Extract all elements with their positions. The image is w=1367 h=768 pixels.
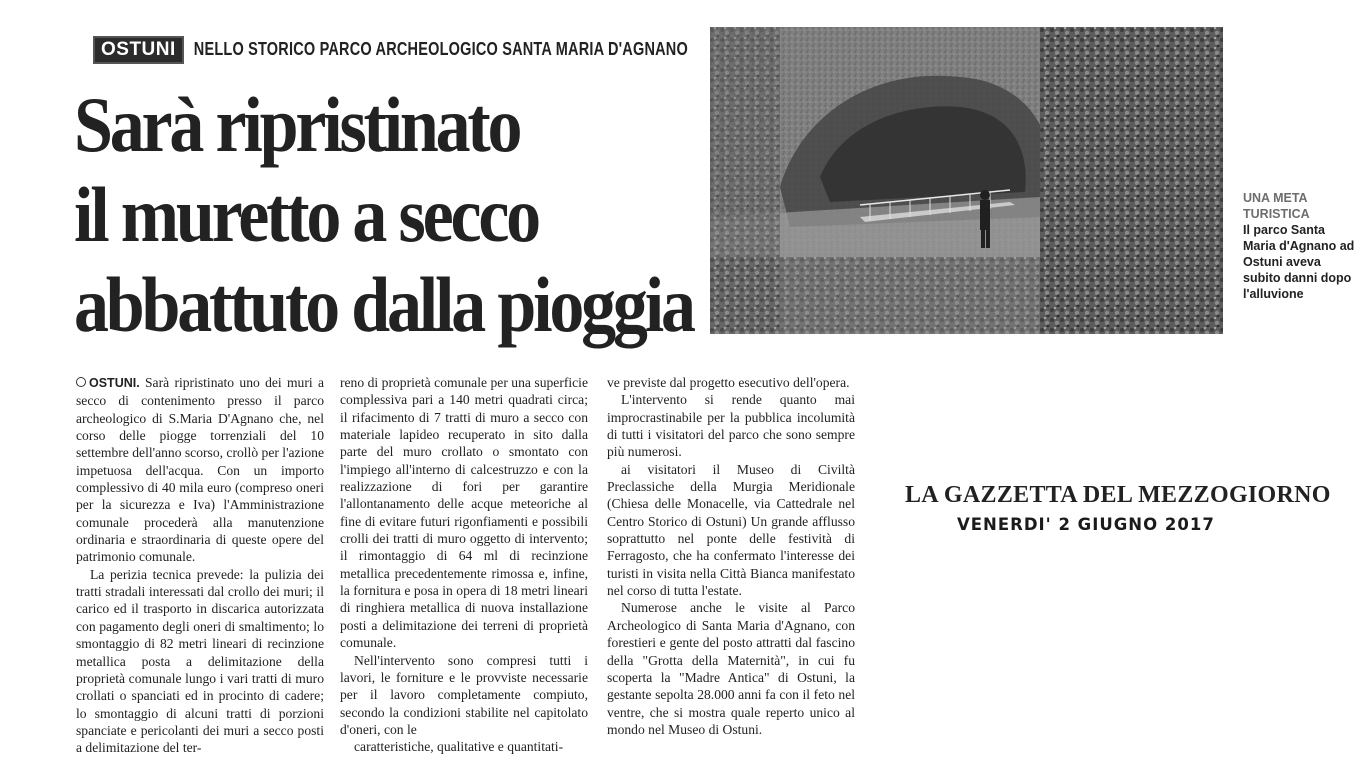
bullet-icon	[76, 377, 86, 387]
article-paragraph: caratteristiche, qualitative e quantitati-	[354, 739, 564, 755]
article-paragraph: ai visitatori il Museo di Civiltà Preclassiche della Murgia Meridionale (Chiesa delle Monacelle, via Cattedrale nel Centro Storico di Ostuni) Un grande afflusso soprattutto nel ponte delle festività di Ferragosto, che ha confermato l'interesse dei turisti in visita nella Città Bianca manifestato nel corso di tutta l'estate.	[607, 461, 855, 599]
article-paragraph: Sarà ripristinato uno dei muri a secco di contenimento presso il parco archeologico di S.Maria D'Agnano che, nel corso delle piogge torrenziali del 10 settembre dell'anno scorso, crollò per l'azione impetuosa dell'acqua. Con un importo complessivo di 40 mila euro (compreso oneri per la sicurezza e Iva) l'Amministrazione comunale procederà alla manutenzione ordinaria e straordinaria di queste opere del patrimonio comunale.	[76, 375, 324, 565]
photo-caption	[1243, 190, 1358, 302]
kicker-location-tag: OSTUNI	[93, 36, 184, 64]
article-dateline: OSTUNI.	[89, 376, 140, 390]
article-paragraph: La perizia tecnica prevede: la pulizia dei tratti stradali interessati dal crollo dei muri; il carico ed il trasporto in discarica autorizzata con pagamento degli oneri di smaltimento; lo smontaggio di 82 metri lineari di recinzione metallica posta a delimitazione della proprietà comunale lungo i vari tratti di muro crollati o spanciati ed in procinto di cadere; lo smontaggio di alcuni tratti di porzioni spanciate e pericolanti dei muri a secco posti a delimitazione del ter-	[76, 566, 324, 756]
newspaper-masthead: LA GAZZETTA DEL MEZZOGIORNO	[905, 482, 1331, 508]
article-column-2	[340, 374, 588, 756]
caption-title-line-2: TURISTICA	[1243, 207, 1310, 221]
article-photo	[710, 27, 1223, 334]
article-paragraph: Numerose anche le visite al Parco Archeologico di Santa Maria d'Agnano, con forestieri e gente del posto attratti dal fascino della "Grotta della Maternità", in cui fu scoperta la "Madre Antica" di Ostuni, la gestante sepolta 28.000 anni fa con il feto nel ventre, che si mostra quale reperto unico al mondo nel Museo di Ostuni.	[607, 600, 855, 737]
kicker	[93, 36, 688, 64]
article-paragraph: ve previste dal progetto esecutivo dell'opera.	[607, 375, 850, 390]
article-paragraph: Nell'intervento sono compresi tutti i lavori, le forniture e le provviste necessarie per il lavoro completamente compiuto, secondo la condizioni stabilite nel capitolato d'oneri, con le	[340, 652, 588, 737]
headline-line-1: Sarà ripristinato	[74, 82, 520, 169]
photo-cave-park-icon	[710, 27, 1223, 334]
article-paragraph: L'intervento si rende quanto mai improcrastinabile per la pubblica incolumità di tutti i visitatori del parco che sono sempre più numerosi.	[607, 392, 855, 460]
kicker-text: NELLO STORICO PARCO ARCHEOLOGICO SANTA MARIA D'AGNANO	[193, 40, 688, 60]
publication-date: VENERDI' 2 GIUGNO 2017	[957, 515, 1215, 534]
headline-line-2: il muretto a secco	[74, 172, 538, 259]
headline-line-3: abbattuto dalla pioggia	[74, 262, 693, 349]
article-column-3	[607, 374, 855, 738]
caption-text: Il parco Santa Maria d'Agnano ad Ostuni aveva subito danni dopo l'alluvione	[1243, 223, 1355, 301]
headline	[74, 76, 704, 349]
article-column-1	[76, 374, 324, 757]
caption-title-line-1: UNA META	[1243, 191, 1308, 205]
article-paragraph: reno di proprietà comunale per una superficie complessiva pari a 140 metri quadrati circa; il rifacimento di 7 tratti di muro a secco con materiale lapideo recuperato in sito dalla parte del muro crollato o smontato con l'impiego all'interno di calcestruzzo e con la realizzazione di fori per garantire l'allontanamento delle acque meteoriche al fine di evitare futuri rigonfiamenti e possibili crolli dei tratti di muro oggetto di intervento; il rimontaggio di 64 ml di recinzione metallica precedentemente rimossa e, infine, la fornitura e posa in opera di 18 metri lineari di ringhiera metallica di nuova installazione posti a delimitazione dei terreni di proprietà comunale.	[340, 375, 588, 651]
